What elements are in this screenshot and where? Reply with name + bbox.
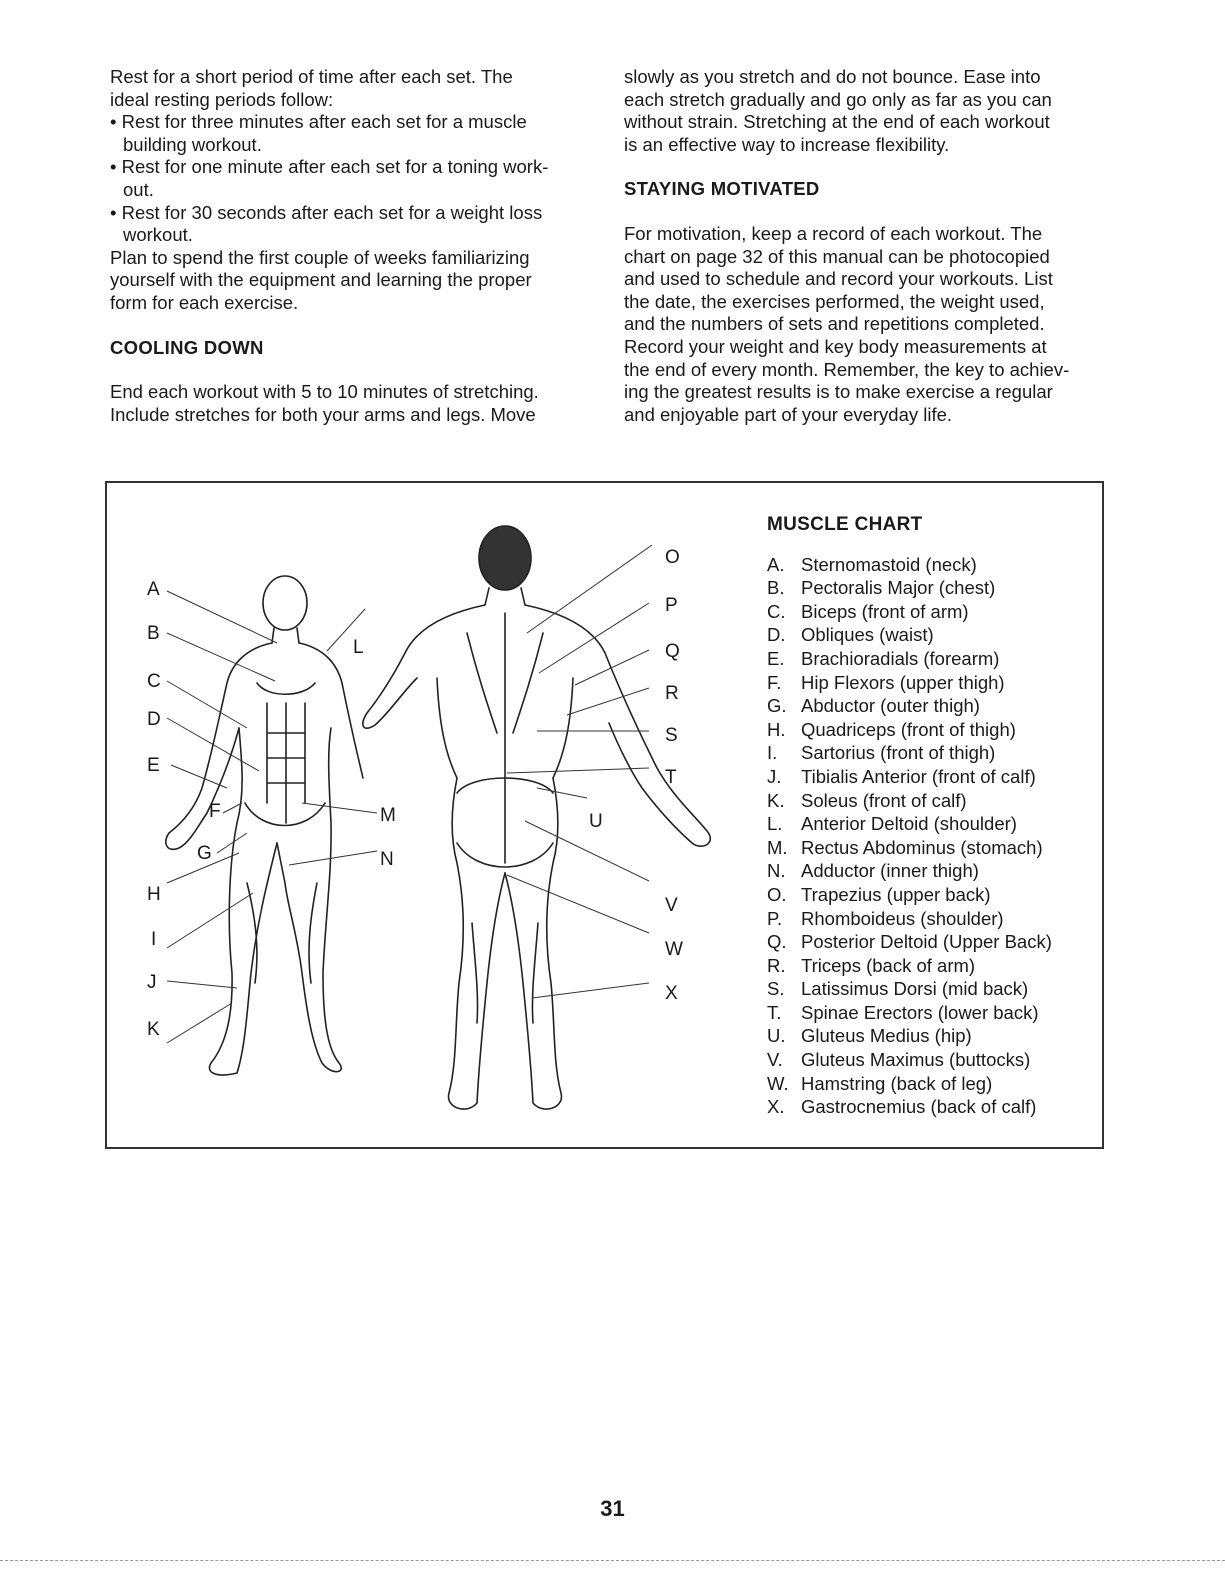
plan-line: Plan to spend the first couple of weeks familiarizing <box>110 246 530 268</box>
muscle-name: Rhomboideus (shoulder) <box>801 907 1004 929</box>
stretch-line: each stretch gradually and go only as far as you can <box>624 88 1052 110</box>
muscle-key: U. <box>767 1025 786 1047</box>
motivated-line: ing the greatest results is to make exercise a regular <box>624 381 1053 403</box>
muscle-key: Q. <box>767 931 787 953</box>
back-figure-labels <box>589 547 683 1004</box>
plan-line: yourself with the equipment and learning the proper <box>110 269 532 291</box>
label-j: J <box>147 972 157 993</box>
muscle-name: Biceps (front of arm) <box>801 600 969 622</box>
bullet-text: building workout. <box>123 133 262 155</box>
label-g: G <box>197 843 212 864</box>
leader-lines <box>167 545 652 1043</box>
muscle-legend-item <box>767 954 1097 978</box>
muscle-legend-item <box>767 694 1097 718</box>
muscle-key: B. <box>767 577 785 599</box>
muscle-legend-item <box>767 836 1097 860</box>
muscle-legend-item <box>767 907 1097 931</box>
muscle-legend-item <box>767 647 1097 671</box>
motivated-line: the date, the exercises performed, the weight used, <box>624 290 1045 312</box>
muscle-key: M. <box>767 836 788 858</box>
front-body-outline <box>166 576 363 1075</box>
staying-motivated-heading: STAYING MOTIVATED <box>624 178 820 200</box>
muscle-key: T. <box>767 1001 782 1023</box>
bullet-text: • Rest for one minute after each set for a toning work- <box>110 156 549 178</box>
rest-bullet <box>110 202 590 247</box>
motivated-line: chart on page 32 of this manual can be photocopied <box>624 245 1050 267</box>
right-column <box>624 66 1104 426</box>
muscle-legend-list <box>767 553 1097 1119</box>
label-w: W <box>665 939 683 960</box>
muscle-chart-box <box>105 481 1104 1149</box>
label-e: E <box>147 755 160 776</box>
left-column <box>110 66 590 426</box>
muscle-legend-item <box>767 977 1097 1001</box>
muscle-key: O. <box>767 883 787 905</box>
muscle-key: F. <box>767 671 782 693</box>
label-k: K <box>147 1019 160 1040</box>
label-q: Q <box>665 641 680 662</box>
label-d: D <box>147 709 161 730</box>
label-a: A <box>147 579 160 600</box>
bullet-text: workout. <box>123 224 193 246</box>
muscle-name: Latissimus Dorsi (mid back) <box>801 978 1029 1000</box>
muscle-name: Spinae Erectors (lower back) <box>801 1001 1039 1023</box>
label-r: R <box>665 683 679 704</box>
muscle-legend-item <box>767 1072 1097 1096</box>
muscle-name: Posterior Deltoid (Upper Back) <box>801 931 1052 953</box>
muscle-legend-item <box>767 1024 1097 1048</box>
muscle-key: H. <box>767 718 786 740</box>
motivated-line: and used to schedule and record your workouts. List <box>624 268 1053 290</box>
label-n: N <box>380 849 394 870</box>
muscle-name: Gastrocnemius (back of calf) <box>801 1096 1037 1118</box>
muscle-name: Gluteus Medius (hip) <box>801 1025 972 1047</box>
stretch-line: slowly as you stretch and do not bounce. Ease into <box>624 66 1041 87</box>
bullet-text: • Rest for 30 seconds after each set for a weight loss <box>110 201 543 223</box>
muscle-name: Hamstring (back of leg) <box>801 1072 993 1094</box>
motivated-line: the end of every month. Remember, the key to achiev- <box>624 358 1070 380</box>
muscle-legend-item <box>767 600 1097 624</box>
rest-bullet <box>110 111 590 156</box>
muscle-key: X. <box>767 1096 785 1118</box>
muscle-name: Trapezius (upper back) <box>801 883 991 905</box>
back-body-outline <box>363 526 710 1109</box>
muscle-legend-item <box>767 1001 1097 1025</box>
muscle-name: Hip Flexors (upper thigh) <box>801 671 1005 693</box>
label-x: X <box>665 983 678 1004</box>
muscle-key: I. <box>767 742 778 764</box>
muscle-name: Brachioradials (forearm) <box>801 647 1000 669</box>
muscle-key: S. <box>767 978 785 1000</box>
muscle-legend <box>767 513 1097 1119</box>
muscle-key: V. <box>767 1049 783 1071</box>
motivated-line: Record your weight and key body measurements at <box>624 335 1047 357</box>
muscle-legend-item <box>767 718 1097 742</box>
label-i: I <box>151 929 157 950</box>
anatomy-figure <box>127 503 767 1133</box>
stretch-line: is an effective way to increase flexibility. <box>624 133 950 155</box>
muscle-legend-item <box>767 671 1097 695</box>
muscle-name: Sternomastoid (neck) <box>801 553 977 575</box>
muscle-name: Adductor (inner thigh) <box>801 860 979 882</box>
plan-line: form for each exercise. <box>110 291 299 313</box>
muscle-key: R. <box>767 954 786 976</box>
label-u: U <box>589 811 603 832</box>
muscle-key: J. <box>767 765 782 787</box>
muscle-key: P. <box>767 907 783 929</box>
muscle-name: Abductor (outer thigh) <box>801 695 980 717</box>
rest-bullet <box>110 156 590 201</box>
label-v: V <box>665 895 678 916</box>
bullet-text: out. <box>123 178 154 200</box>
muscle-key: N. <box>767 860 786 882</box>
rest-intro-line: Rest for a short period of time after each set. The <box>110 66 513 87</box>
motivated-line: and enjoyable part of your everyday life. <box>624 403 953 425</box>
muscle-legend-item <box>767 623 1097 647</box>
label-o: O <box>665 547 680 568</box>
motivated-line: For motivation, keep a record of each workout. The <box>624 222 1043 244</box>
front-figure-labels <box>147 579 396 1040</box>
muscle-name: Rectus Abdominus (stomach) <box>801 836 1043 858</box>
muscle-legend-item <box>767 765 1097 789</box>
muscle-chart-title: MUSCLE CHART <box>767 514 923 535</box>
label-h: H <box>147 884 161 905</box>
label-t: T <box>665 767 677 788</box>
muscle-name: Triceps (back of arm) <box>801 954 976 976</box>
label-c: C <box>147 671 161 692</box>
bullet-text: • Rest for three minutes after each set for a muscle <box>110 111 527 133</box>
muscle-legend-item <box>767 930 1097 954</box>
muscle-legend-item <box>767 859 1097 883</box>
label-f: F <box>209 801 221 822</box>
muscle-name: Pectoralis Major (chest) <box>801 577 996 599</box>
muscle-name: Quadriceps (front of thigh) <box>801 718 1016 740</box>
muscle-key: D. <box>767 624 786 646</box>
muscle-legend-item <box>767 812 1097 836</box>
muscle-legend-item <box>767 789 1097 813</box>
muscle-key: K. <box>767 789 785 811</box>
label-b: B <box>147 623 160 644</box>
label-s: S <box>665 725 678 746</box>
muscle-key: L. <box>767 813 783 835</box>
muscle-name: Sartorius (front of thigh) <box>801 742 996 764</box>
muscle-legend-item <box>767 576 1097 600</box>
rest-intro-line: ideal resting periods follow: <box>110 88 334 110</box>
muscle-key: G. <box>767 695 787 717</box>
muscle-key: A. <box>767 553 785 575</box>
stretch-line: without strain. Stretching at the end of each workout <box>624 111 1050 133</box>
muscle-name: Tibialis Anterior (front of calf) <box>801 765 1036 787</box>
cooling-line: End each workout with 5 to 10 minutes of stretching. <box>110 381 539 403</box>
cooling-line: Include stretches for both your arms and legs. Move <box>110 403 536 425</box>
anatomy-illustration <box>127 503 767 1133</box>
label-m: M <box>380 805 396 826</box>
footer-rule <box>0 1560 1225 1561</box>
muscle-legend-item <box>767 553 1097 577</box>
muscle-key: E. <box>767 647 785 669</box>
muscle-name: Anterior Deltoid (shoulder) <box>801 813 1017 835</box>
label-p: P <box>665 595 678 616</box>
muscle-key: C. <box>767 600 786 622</box>
muscle-name: Gluteus Maximus (buttocks) <box>801 1049 1031 1071</box>
page-number: 31 <box>600 1496 625 1521</box>
muscle-key: W. <box>767 1072 789 1094</box>
muscle-legend-item <box>767 741 1097 765</box>
cooling-down-heading: COOLING DOWN <box>110 336 264 358</box>
motivated-line: and the numbers of sets and repetitions completed. <box>624 313 1045 335</box>
label-l: L <box>353 637 364 658</box>
muscle-legend-item <box>767 883 1097 907</box>
muscle-name: Obliques (waist) <box>801 624 934 646</box>
muscle-legend-item <box>767 1048 1097 1072</box>
muscle-name: Soleus (front of calf) <box>801 789 967 811</box>
muscle-legend-item <box>767 1095 1097 1119</box>
